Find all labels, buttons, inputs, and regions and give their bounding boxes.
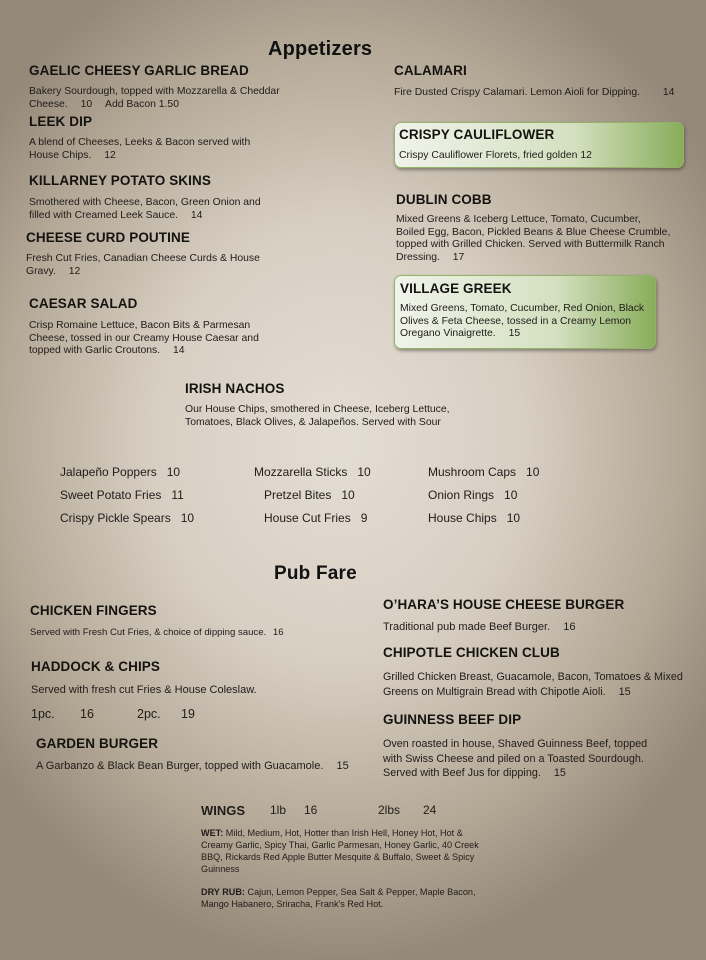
menu-item-village-greek	[394, 275, 656, 349]
item-price: 16	[272, 627, 284, 638]
item-name: GARDEN BURGER	[36, 736, 159, 751]
item-name: CRISPY CAULIFLOWER	[399, 127, 555, 142]
menu-item-irish-nachos	[185, 381, 485, 429]
item-description: Fresh Cut Fries, Canadian Cheese Curds & House Gravy. 12	[26, 253, 260, 277]
side-item: Pretzel Bites 10	[264, 488, 355, 502]
wings-dry-rubs: DRY RUB: Cajun, Lemon Pepper, Sea Salt & Pepper, Maple Bacon, Mango Habanero, Sriracha, Frank's Red Hot.	[201, 887, 476, 910]
item-price: 15	[618, 685, 631, 698]
item-name: CAESAR SALAD	[29, 296, 138, 311]
side-item: Crispy Pickle Spears 10	[60, 511, 195, 525]
menu-item-ohara-burger	[383, 597, 683, 634]
item-price: 14	[190, 209, 203, 221]
item-name: CALAMARI	[394, 63, 467, 78]
item-description: Traditional pub made Beef Burger. 16	[383, 621, 576, 633]
item-name: LEEK DIP	[29, 114, 93, 129]
wings-header: WINGS 1lb 16 2lbs 24	[201, 803, 437, 818]
item-description: A blend of Cheeses, Leeks & Bacon served with House Chips. 12	[29, 137, 251, 161]
menu-item-guinness-beef-dip	[383, 712, 683, 781]
item-description: Served with Fresh Cut Fries, & choice of dipping sauce. 16	[30, 627, 284, 638]
menu-item-gaelic	[29, 63, 329, 111]
item-name: KILLARNEY POTATO SKINS	[29, 173, 211, 188]
item-price: 12	[104, 149, 116, 161]
side-item: Mushroom Caps 10	[428, 465, 540, 479]
item-name: HADDOCK & CHIPS	[31, 659, 161, 674]
menu-item-leek-dip	[29, 114, 329, 162]
item-price: 16	[563, 621, 576, 633]
item-name: O’HARA’S HOUSE CHEESE BURGER	[383, 597, 625, 612]
item-name: CHICKEN FINGERS	[30, 603, 157, 618]
side-item: Onion Rings 10	[428, 488, 518, 502]
side-item: Jalapeño Poppers 10	[60, 465, 181, 479]
side-item: Mozzarella Sticks 10	[254, 465, 371, 479]
item-description: Oven roasted in house, Shaved Guinness Beef, topped with Swiss Cheese and piled on a Toasted Sourdough. Served with Beef Jus for dipping. 15	[383, 738, 648, 779]
item-description: Mixed Greens, Tomato, Cucumber, Red Onion, Black Olives & Feta Cheese, tossed in a Creamy Lemon Oregano Vinaigrette. 15	[400, 303, 645, 340]
menu-item-chicken-fingers	[30, 603, 350, 640]
item-name: DUBLIN COBB	[396, 192, 492, 207]
item-description: Our House Chips, smothered in Cheese, Iceberg Lettuce, Tomatoes, Black Olives, & Jalapeños. Served with Sour	[185, 404, 450, 428]
item-description: A Garbanzo & Black Bean Burger, topped with Guacamole. 15	[36, 760, 349, 772]
menu-item-cauliflower	[394, 122, 684, 168]
item-name: VILLAGE GREEK	[400, 281, 512, 296]
menu-item-potato-skins	[29, 173, 329, 222]
item-name: CHIPOTLE CHICKEN CLUB	[383, 645, 560, 660]
item-price: 15	[508, 328, 521, 340]
item-price: 15	[553, 767, 566, 779]
item-description: Bakery Sourdough, topped with Mozzarella & Cheddar Cheese. 10 Add Bacon 1.50	[29, 86, 280, 110]
wings-wet-sauces: WET: Mild, Medium, Hot, Hotter than Irish Hell, Honey Hot, Hot & Creamy Garlic, Spicy Thai, Garlic Parmesan, Honey Garlic, 40 Creek BBQ, Rickards Red Apple Butter Mesquite & Buffalo, Sweet & Spicy Guinness	[201, 828, 479, 875]
menu-item-calamari	[394, 63, 694, 100]
menu-item-dublin-cobb	[396, 192, 686, 264]
appetizers-heading: Appetizers	[268, 38, 373, 60]
item-name: IRISH NACHOS	[185, 381, 285, 396]
item-description: Grilled Chicken Breast, Guacamole, Bacon, Tomatoes & Mixed Greens on Multigrain Bread with Chipotle Aioli. 15	[383, 671, 683, 698]
item-description: Served with fresh cut Fries & House Coleslaw.	[31, 684, 257, 696]
haddock-options: 1pc. 16 2pc. 19	[31, 706, 195, 721]
item-price: 12	[68, 265, 81, 277]
item-description: Crispy Cauliflower Florets, fried golden 12	[399, 150, 592, 161]
item-name: GUINNESS BEEF DIP	[383, 712, 522, 727]
item-addon: Add Bacon 1.50	[105, 98, 179, 110]
item-description: Smothered with Cheese, Bacon, Green Onion and filled with Creamed Leek Sauce. 14	[29, 197, 261, 221]
item-price: 10	[80, 98, 93, 110]
menu-item-caesar	[29, 296, 329, 358]
side-item: House Cut Fries 9	[264, 511, 368, 525]
wings-title: WINGS	[201, 803, 246, 818]
item-description: Mixed Greens & Iceberg Lettuce, Tomato, Cucumber, Boiled Egg, Bacon, Pickled Beans & Blue Cheese Crumble, topped with Grilled Chicken. Served with Buttermilk Ranch Dressing. 17	[396, 214, 671, 263]
item-name: CHEESE CURD POUTINE	[26, 230, 190, 245]
side-item: Sweet Potato Fries 11	[60, 488, 184, 502]
menu-item-poutine	[26, 230, 326, 278]
item-price: 17	[452, 251, 465, 263]
pub-fare-heading: Pub Fare	[274, 563, 357, 584]
item-price: 14	[173, 345, 185, 357]
menu-item-chipotle-club	[383, 645, 683, 699]
item-description: Crisp Romaine Lettuce, Bacon Bits & Parmesan Cheese, tossed in our Creamy House Caesar and topped with Garlic Croutons. 14	[29, 320, 259, 357]
item-price: 14	[662, 87, 675, 98]
item-price: 15	[336, 760, 349, 772]
item-description: Fire Dusted Crispy Calamari. Lemon Aioli for Dipping. 14	[394, 87, 675, 98]
side-item: House Chips 10	[428, 511, 521, 525]
menu-item-garden-burger	[36, 736, 356, 773]
menu-item-haddock	[31, 659, 351, 723]
item-name: GAELIC CHEESY GARLIC BREAD	[29, 63, 249, 78]
